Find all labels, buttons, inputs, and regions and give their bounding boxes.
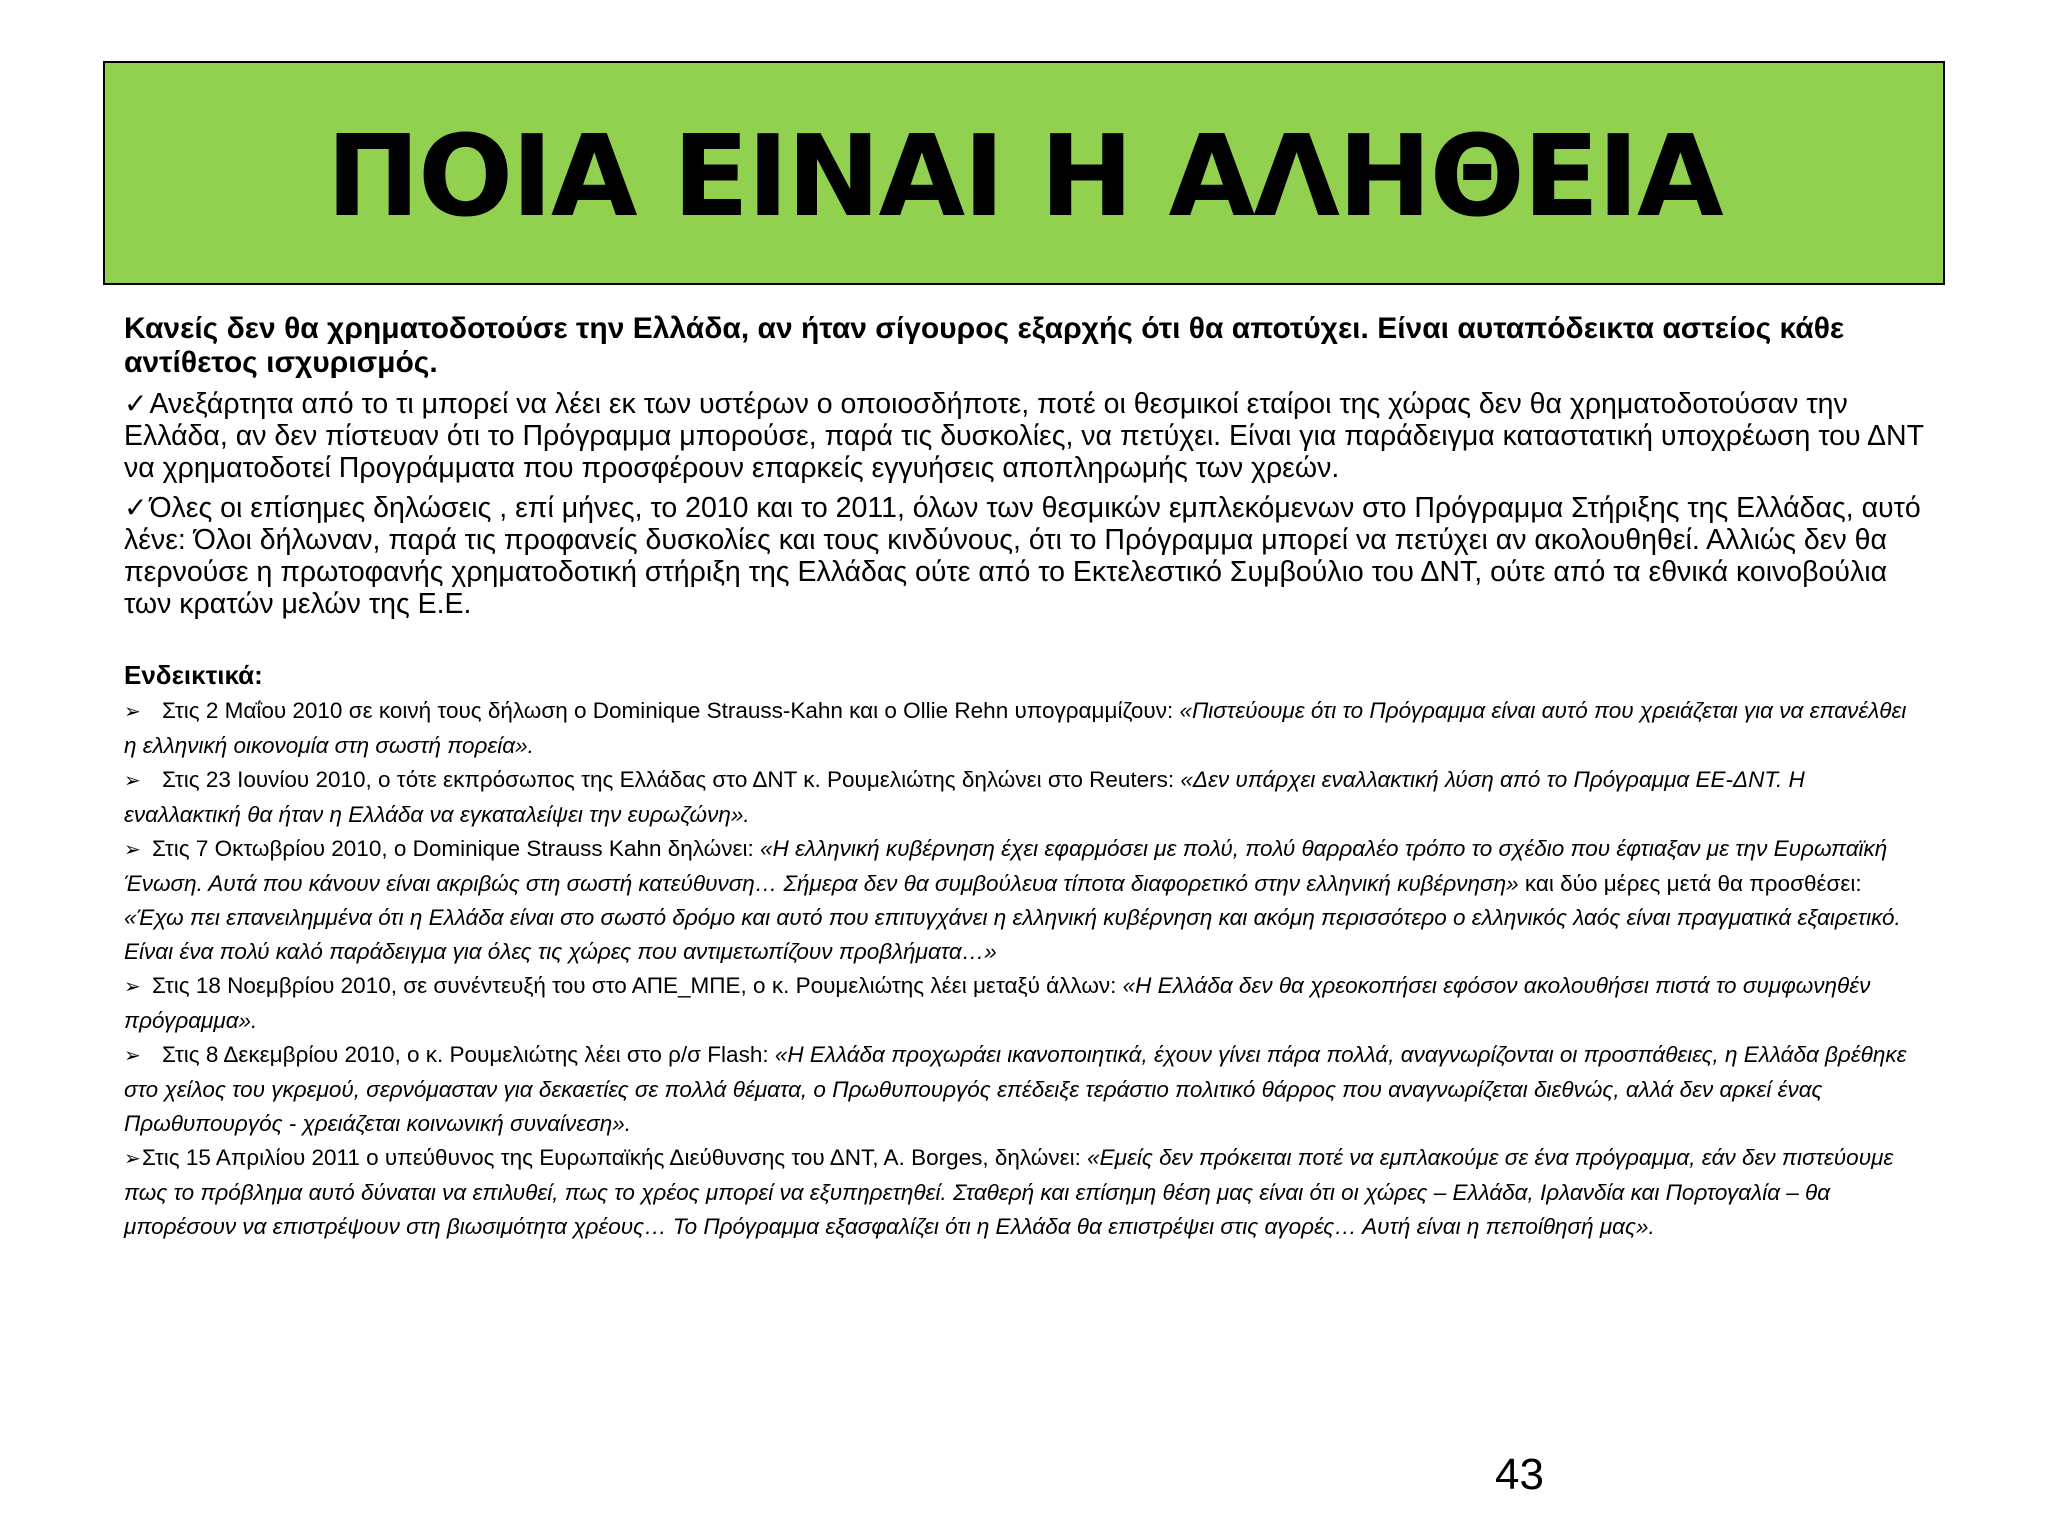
arrow-bullet-icon: ➢ [124,976,141,998]
item-quote: «Η Ελλάδα προχωράει ικανοποιητικά, έχουν γίνει πάρα πολλά, αναγνωρίζονται οι προσπάθειες, η Ελλάδα βρέθηκε στο χείλος του γκρεμού, σερνόμασταν για δεκαετίες σε πολλά θέματα, ο Πρωθυπουργός επέδειξε τεράστιο πολιτικό θάρρος που αναγνωρίζεται διεθνώς, αλλά δεν αρκεί ένας Πρωθυπουργός - χρειάζεται κοινωνική συναίνεση». [124,1042,1907,1136]
arrow-bullet-icon: ➢ [124,839,141,861]
item-text: Στις 7 Οκτωβρίου 2010, ο Dominique Strauss Kahn δηλώνει: [152,836,761,861]
examples-heading: Ενδεικτικά: [124,660,263,690]
item-quote: «Δεν υπάρχει εναλλακτική λύση από το Πρόγραμμα ΕΕ-ΔΝΤ. Η εναλλακτική θα ήταν η Ελλάδα να εγκαταλείψει την ευρωζώνη». [124,767,1805,827]
page-title: ΠΟΙΑ ΕΙΝΑΙ Η ΑΛΗΘΕΙΑ [326,112,1722,242]
paragraph-1-text: Ανεξάρτητα από το τι μπορεί να λέει εκ των υστέρων ο οποιοσδήποτε, ποτέ οι θεσμικοί εταίροι της χώρας δεν θα χρηματοδοτούσαν την Ελλάδα, αν δεν πίστευαν ότι το Πρόγραμμα μπορούσε, παρά τις δυσκολίες, να πετύχει. Είναι για παράδειγμα καταστατική υποχρέωση του ΔΝΤ να χρηματοδοτεί Προγράμματα που προσφέρουν επαρκείς εγγυήσεις αποπληρωμής των χρεών. [124,388,1924,484]
list-item [124,1038,1924,1141]
item-text-continued: και δύο μέρες μετά θα προσθέσει: [1518,871,1862,896]
title-banner [103,61,1945,285]
paragraph-2-text: Όλες οι επίσημες δηλώσεις , επί μήνες, το 2010 και το 2011, όλων των θεσμικών εμπλεκόμενων στο Πρόγραμμα Στήριξης της Ελλάδας, αυτό λένε: Όλοι δήλωναν, παρά τις προφανείς δυσκολίες και τους κινδύνους, ότι το Πρόγραμμα μπορεί να πετύχει αν ακολουθηθεί. Αλλιώς δεν θα περνούσε η πρωτοφανής χρηματοδοτική στήριξη της Ελλάδας ούτε από το Εκτελεστικό Συμβούλιο του ΔΝΤ, ούτε από τα εθνικά κοινοβούλια των κρατών μελών της Ε.Ε. [124,492,1921,620]
page-number: 43 [1495,1450,1544,1499]
list-item [124,1141,1924,1244]
arrow-bullet-icon: ➢ [124,701,141,723]
item-quote: «Πιστεύουμε ότι το Πρόγραμμα είναι αυτό που χρειάζεται για να επανέλθει η ελληνική οικονομία στη σωστή πορεία». [124,698,1907,758]
examples-list [124,694,1924,1244]
item-quote: «Η Ελλάδα δεν θα χρεοκοπήσει εφόσον ακολουθήσει πιστά το συμφωνηθέν πρόγραμμα». [124,973,1871,1033]
item-text: Στις 15 Απριλίου 2011 ο υπεύθυνος της Ευρωπαϊκής Διεύθυνσης του ΔΝΤ, Α. Borges, δηλώνει: [142,1145,1088,1170]
item-text: Στις 2 Μαΐου 2010 σε κοινή τους δήλωση ο Dominique Strauss-Kahn και ο Ollie Rehn υπογραμμίζουν: [162,698,1180,723]
paragraph-2 [124,492,1924,620]
checkmark-icon: ✓ [124,492,148,523]
item-text: Στις 8 Δεκεμβρίου 2010, ο κ. Ρουμελιώτης λέει στο ρ/σ Flash: [162,1042,775,1067]
list-item [124,763,1924,832]
arrow-bullet-icon: ➢ [124,1045,141,1067]
list-item [124,694,1924,763]
list-item [124,832,1924,969]
arrow-bullet-icon: ➢ [124,770,141,792]
list-item [124,969,1924,1038]
checkmark-icon: ✓ [124,388,148,419]
item-text: Στις 23 Ιουνίου 2010, ο τότε εκπρόσωπος της Ελλάδας στο ΔΝΤ κ. Ρουμελιώτης δηλώνει στο Reuters: [162,767,1181,792]
item-quote: «Εμείς δεν πρόκειται ποτέ να εμπλακούμε σε ένα πρόγραμμα, εάν δεν πιστεύουμε πως το πρόβλημα αυτό δύναται να επιλυθεί, πως το χρέος μπορεί να εξυπηρετηθεί. Σταθερή και επίσημη θέση μας είναι ότι οι χώρες – Ελλάδα, Ιρλανδία και Πορτογαλία – θα μπορέσουν να επιστρέψουν στη βιωσιμότητα χρέους… Το Πρόγραμμα εξασφαλίζει ότι η Ελλάδα θα επιστρέψει στις αγορές… Αυτή είναι η πεποίθησή μας». [124,1145,1894,1239]
paragraph-1 [124,388,1924,484]
item-quote: «Η ελληνική κυβέρνηση έχει εφαρμόσει με πολύ, πολύ θαρραλέο τρόπο το σχέδιο που έφτιαξαν με την Ευρωπαϊκή Ένωση. Αυτά που κάνουν είναι ακριβώς στη σωστή κατεύθυνση… Σήμερα δεν θα συμβούλευα τίποτα διαφορετικό στην ελληνική κυβέρνηση» [124,836,1888,896]
item-quote-continued: «Έχω πει επανειλημμένα ότι η Ελλάδα είναι στο σωστό δρόμο και αυτό που επιτυγχάνει η ελληνική κυβέρνηση και ακόμη περισσότερο ο ελληνικός λαός είναι πραγματικά εξαιρετικό. Είναι ένα πολύ καλό παράδειγμα για όλες τις χώρες που αντιμετωπίζουν προβλήματα…» [124,905,1901,964]
slide-content [124,312,1924,1244]
item-text: Στις 18 Νοεμβρίου 2010, σε συνέντευξή του στο ΑΠΕ_ΜΠΕ, ο κ. Ρουμελιώτης λέει μεταξύ άλλων: [152,973,1123,998]
lead-statement: Κανείς δεν θα χρηματοδοτούσε την Ελλάδα, αν ήταν σίγουρος εξαρχής ότι θα αποτύχει. Είναι αυταπόδεικτα αστείος κάθε αντίθετος ισχυρισμός. [124,312,1845,379]
arrow-bullet-icon: ➢ [124,1148,141,1170]
